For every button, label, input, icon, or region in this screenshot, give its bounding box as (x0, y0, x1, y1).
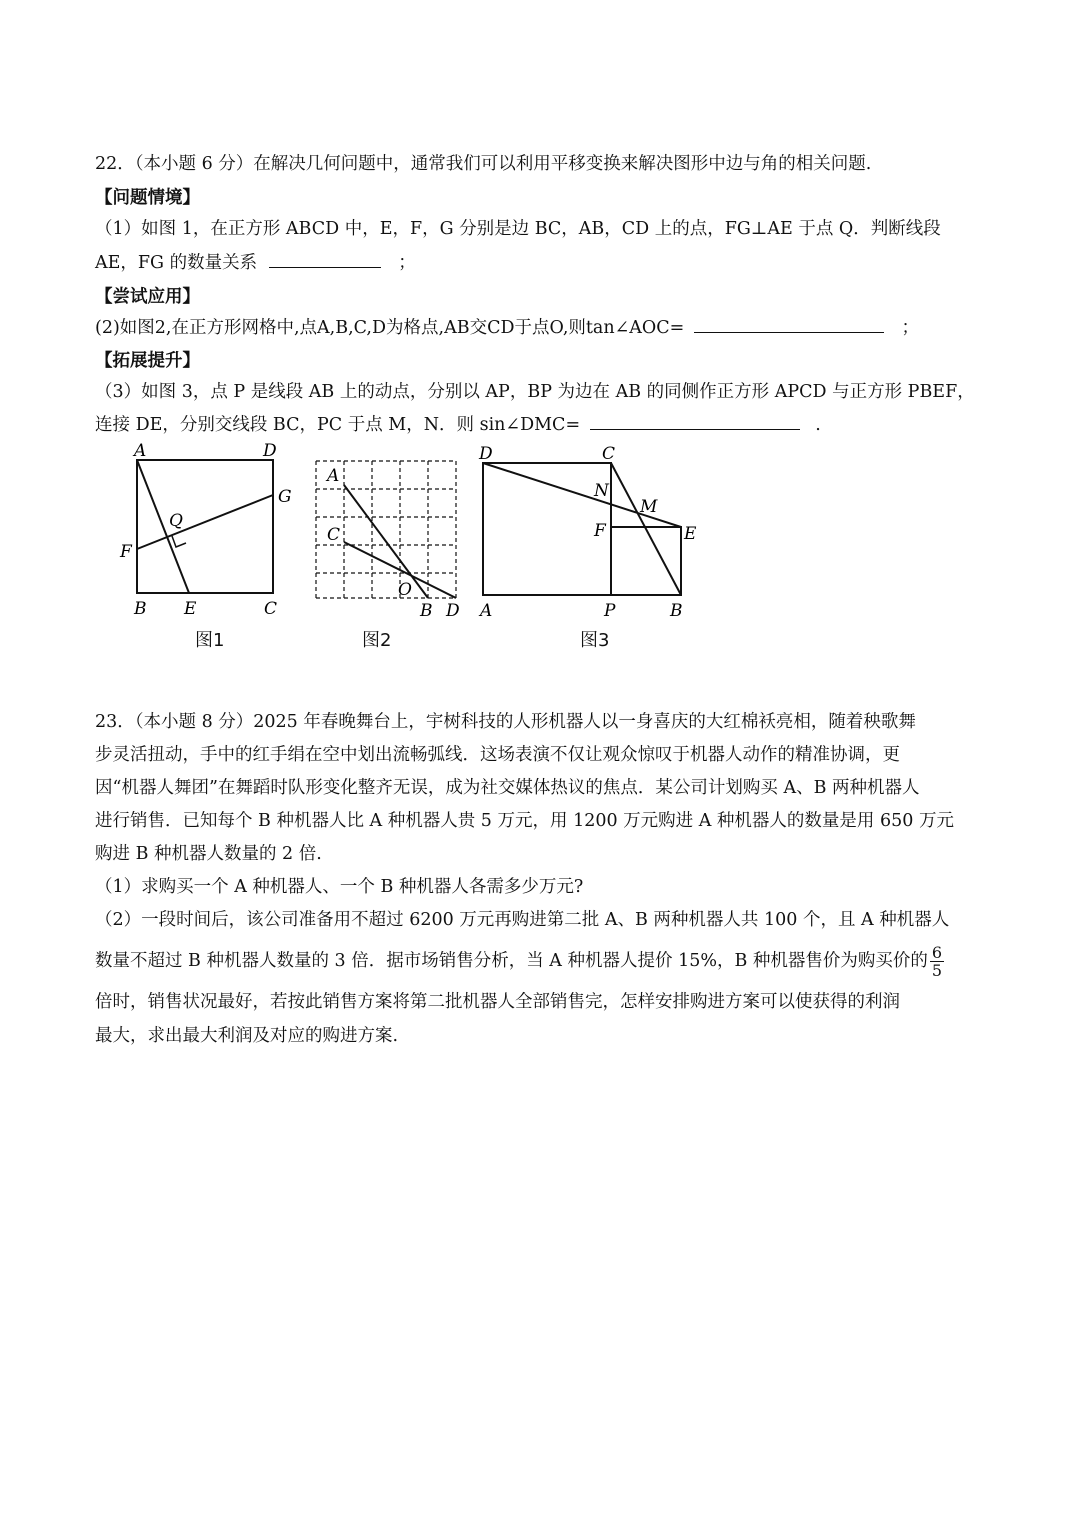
q23-line5: 购进 B 种机器人数量的 2 倍. (95, 844, 322, 864)
fig2-label-O: O (398, 580, 412, 600)
fig1-label-A: A (134, 441, 147, 461)
answer-blank-1[interactable] (269, 251, 381, 268)
fig3-segment-DE (483, 463, 681, 527)
q22-header: 22．（本小题 6 分）在解决几何问题中，通常我们可以利用平移变换来解决图形中边与角的相关问题. (95, 154, 872, 174)
answer-blank-2[interactable] (694, 316, 884, 333)
q23-part2-line4: 最大，求出最大利润及对应的购进方案. (95, 1026, 399, 1046)
fig2-label-B: B (420, 601, 433, 621)
fig1-label-B: B (134, 599, 147, 619)
q22-part2-end: ； (901, 318, 919, 338)
q22-part1-line2 (95, 251, 416, 274)
fig3-label-N: N (594, 481, 609, 501)
fig3-label-D: D (479, 444, 493, 464)
fig3-label-B: B (670, 601, 683, 621)
q23-part1: （1）求购买一个 A 种机器人、一个 B 种机器人各需多少万元? (95, 877, 584, 897)
q22-part1-line1: （1）如图 1，在正方形 ABCD 中，E，F，G 分别是边 BC，AB，CD 上的点，FG⊥AE 于点 Q．判断线段 (95, 219, 941, 239)
answer-blank-3[interactable] (590, 413, 800, 430)
fig1-caption: 图1 (195, 630, 225, 651)
q23-part2-line2 (95, 944, 944, 979)
section-extension: 【拓展提升】 (95, 351, 200, 371)
fig2-label-D: D (446, 601, 460, 621)
fig1-label-F: F (120, 542, 132, 562)
fig3-label-M: M (640, 497, 658, 517)
fig2-label-C: C (327, 525, 341, 545)
fig1-right-angle-mark (172, 536, 186, 547)
q22-part3-line2-text: 连接 DE，分别交线段 BC，PC 于点 M，N．则 sin∠DMC= (95, 415, 581, 435)
fig2-segment-AB (344, 485, 428, 598)
fig1-label-Q: Q (169, 511, 183, 531)
fig1-label-D: D (263, 441, 277, 461)
q22-part3-line1: （3）如图 3，点 P 是线段 AB 上的动点，分别以 AP，BP 为边在 AB 的同侧作正方形 APCD 与正方形 PBEF， (95, 382, 975, 402)
q23-line2: 步灵活扭动，手中的红手绢在空中划出流畅弧线．这场表演不仅让观众惊叹于机器人动作的精准协调，更 (95, 745, 900, 765)
figure-2 (305, 450, 470, 625)
fig3-label-F: F (594, 521, 606, 541)
q22-part1-line2-end: ； (398, 253, 416, 273)
figure-1 (110, 438, 300, 623)
q22-part3-line2-end: . (815, 415, 821, 435)
q22-part2-line (95, 316, 919, 339)
fraction-numerator: 6 (931, 943, 943, 962)
fig2-label-A: A (327, 466, 340, 486)
q23-part2-line2-text: 数量不超过 B 种机器人数量的 3 倍．据市场销售分析，当 A 种机器人提价 15%，B 种机器售价为购买价的 (95, 951, 928, 971)
fig3-label-A: A (480, 601, 493, 621)
fig3-label-P: P (604, 601, 616, 621)
section-try-apply: 【尝试应用】 (95, 287, 200, 307)
fig1-label-G: G (278, 487, 292, 507)
fig1-label-E: E (184, 599, 197, 619)
q23-part2-line3: 倍时，销售状况最好，若按此销售方案将第二批机器人全部销售完，怎样安排购进方案可以使获得的利润 (95, 992, 900, 1012)
q22-part2-text: (2)如图2,在正方形网格中,点A,B,C,D为格点,AB交CD于点O,则tan∠AOC= (95, 318, 685, 338)
fig2-caption: 图2 (362, 630, 392, 651)
q23-line4: 进行销售．已知每个 B 种机器人比 A 种机器人贵 5 万元，用 1200 万元购进 A 种机器人的数量是用 650 万元 (95, 811, 954, 831)
fig1-label-C: C (264, 599, 278, 619)
q22-part1-line2-text: AE，FG 的数量关系 (95, 253, 258, 273)
fraction-denominator: 5 (931, 961, 943, 980)
fraction-six-fifths (930, 944, 944, 979)
fig1-square (137, 460, 273, 593)
fig3-segment-BC (611, 463, 681, 595)
fig3-square-PBEF (611, 527, 681, 595)
fig1-segment-FG (137, 495, 273, 549)
figure-3 (470, 440, 710, 625)
fig3-label-E: E (684, 524, 697, 544)
fig3-caption: 图3 (580, 630, 610, 651)
fig3-label-C: C (602, 444, 616, 464)
q23-line1: 23．（本小题 8 分）2025 年春晚舞台上，宇树科技的人形机器人以一身喜庆的大红棉袄亮相，随着秧歌舞 (95, 712, 916, 732)
q22-part3-line2 (95, 413, 821, 436)
q23-line3: 因“机器人舞团”在舞蹈时队形变化整齐无误，成为社交媒体热议的焦点．某公司计划购买 A、B 两种机器人 (95, 778, 920, 798)
section-problem-context: 【问题情境】 (95, 188, 200, 208)
q23-part2-line1: （2）一段时间后，该公司准备用不超过 6200 万元再购进第二批 A、B 两种机器人共 100 个，且 A 种机器人 (95, 910, 950, 930)
